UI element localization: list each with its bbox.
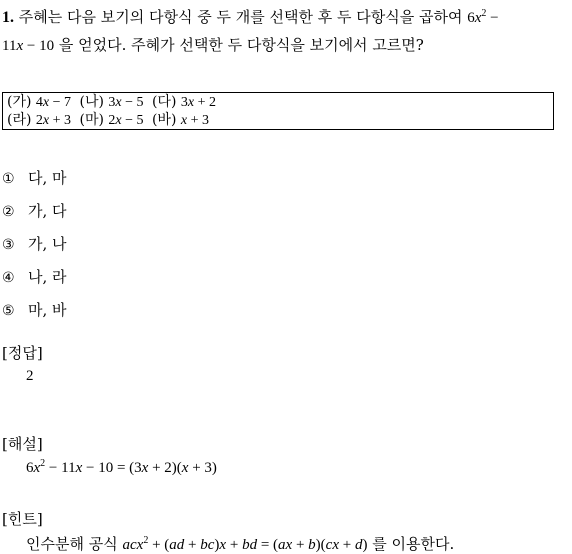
question-text-part2: 을 얻었다. 주혜가 선택한 두 다항식을 보기에서 고르면? xyxy=(54,36,424,54)
choice-text: 마, 바 xyxy=(28,301,67,319)
options-box xyxy=(2,92,554,130)
choice-text: 가, 나 xyxy=(28,235,67,253)
choice-1[interactable] xyxy=(2,167,67,188)
hint-label: [힌트] xyxy=(2,510,43,528)
option-ga: (가) 4x − 7 xyxy=(7,94,72,110)
question-expression-continued: 11x − 10 xyxy=(2,38,55,54)
explanation-label: [해설] xyxy=(2,435,43,453)
option-da: (다) 3x + 2 xyxy=(151,94,216,110)
options-box-line-2 xyxy=(7,111,213,130)
question-number: 1. xyxy=(2,9,14,26)
question-text xyxy=(2,4,568,60)
hint-formula: acx$^2$ + (ad + bc)x + bd = (ax + b)(cx + d) xyxy=(122,535,368,553)
choice-text: 다, 마 xyxy=(28,169,67,187)
choice-text: 나, 라 xyxy=(28,268,67,286)
answer-value: 2 xyxy=(26,368,34,384)
option-ra: (라) 2x + 3 xyxy=(7,112,72,128)
options-box-line-1 xyxy=(7,93,220,112)
choice-5[interactable] xyxy=(2,299,67,320)
choice-marker: ⑤ xyxy=(2,303,15,319)
question-expression: $6x^2$ − xyxy=(467,8,499,26)
choice-marker: ② xyxy=(2,204,15,220)
explanation-equation: $6x^2 - 11x - 10 = (3x + 2)(x + 3)$ xyxy=(26,458,217,476)
option-na: (나) 3x − 5 xyxy=(79,94,144,110)
hint-suffix: 를 이용한다. xyxy=(367,535,455,553)
choice-marker: ① xyxy=(2,171,15,187)
choice-text: 가, 다 xyxy=(28,202,67,220)
choice-marker: ④ xyxy=(2,270,15,286)
question-text-part1: 주혜는 다음 보기의 다항식 중 두 개를 선택한 후 두 다항식을 곱하여 xyxy=(18,8,468,26)
answer-label: [정답] xyxy=(2,344,43,362)
choice-marker: ③ xyxy=(2,237,15,253)
option-ba: (바) x + 3 xyxy=(151,112,209,128)
choice-2[interactable] xyxy=(2,200,67,221)
option-ma: (마) 2x − 5 xyxy=(79,112,144,128)
choice-4[interactable] xyxy=(2,266,67,287)
hint-prefix: 인수분해 공식 xyxy=(26,535,123,553)
choice-3[interactable] xyxy=(2,233,67,254)
